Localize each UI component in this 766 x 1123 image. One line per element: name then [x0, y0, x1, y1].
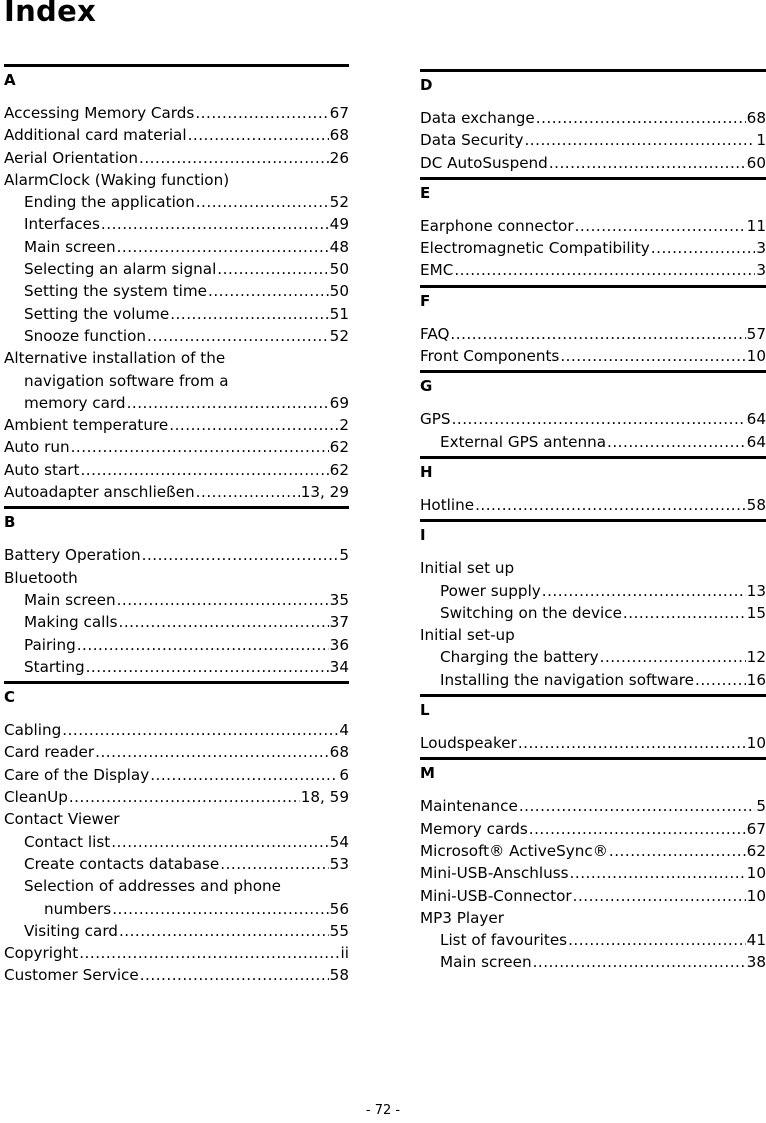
index-entry[interactable] [4, 764, 349, 786]
index-entry[interactable] [4, 942, 349, 964]
index-section-m [420, 757, 766, 976]
section-letter: G [420, 370, 766, 408]
index-entry[interactable] [420, 152, 766, 174]
page-number: - 72 - [365, 1103, 401, 1118]
index-subentry[interactable] [4, 303, 349, 325]
entry-page: 35 [329, 590, 349, 609]
index-subentry[interactable] [4, 213, 349, 235]
entry-term: MP3 Player [420, 908, 505, 927]
entry-term: Create contacts database [24, 854, 220, 873]
index-subentry[interactable] [4, 853, 349, 875]
entry-term: Setting the volume [24, 304, 170, 323]
entry-page: 10 [746, 886, 766, 905]
entry-term: Card reader [4, 743, 95, 762]
entry-page: 50 [329, 260, 349, 279]
index-subentry[interactable] [4, 236, 349, 258]
index-column-right [420, 69, 766, 977]
index-subentry[interactable] [420, 431, 766, 453]
entry-page: 58 [746, 495, 766, 514]
entry-page: 10 [746, 734, 766, 753]
entry-term: numbers [44, 899, 112, 918]
entry-term: Main screen [24, 590, 116, 609]
index-section-c [4, 681, 349, 990]
entry-term: EMC [420, 261, 454, 280]
index-entry[interactable] [420, 840, 766, 862]
index-entry [420, 557, 766, 579]
entry-term: Cabling [4, 721, 62, 740]
entry-page: 13 [746, 581, 766, 600]
entry-term: Autoadapter anschließen [4, 483, 195, 502]
entry-term: Snooze function [24, 326, 147, 345]
index-subentry[interactable] [4, 831, 349, 853]
index-entry[interactable] [4, 124, 349, 146]
entry-term: Auto start [4, 460, 80, 479]
entry-term: GPS [420, 410, 451, 429]
entry-page: 57 [746, 324, 766, 343]
entry-page: 34 [329, 657, 349, 676]
entry-term: FAQ [420, 324, 450, 343]
index-section-i [420, 519, 766, 694]
index-entry[interactable] [4, 147, 349, 169]
entry-term: Hotline [420, 495, 475, 514]
entry-term: Customer Service [4, 966, 139, 985]
entry-page: 10 [746, 347, 766, 366]
entry-term: Main screen [24, 237, 116, 256]
index-entry[interactable] [4, 964, 349, 986]
entry-term: Mini-USB-Connector [420, 886, 572, 905]
section-letter: M [420, 757, 766, 795]
index-entry [4, 347, 349, 369]
entry-term: Visiting card [24, 921, 118, 940]
entry-page: 51 [329, 304, 349, 323]
index-entry-continuation[interactable] [4, 898, 349, 920]
entry-page: 11 [746, 216, 766, 235]
entry-term: Mini-USB-Anschluss [420, 864, 569, 883]
entry-term: Earphone connector [420, 216, 574, 235]
entry-term: Starting [24, 657, 85, 676]
index-section-g [420, 370, 766, 456]
entry-term: navigation software from a [24, 371, 229, 390]
entry-page: 13, 29 [300, 483, 349, 502]
entry-page: 3 [756, 239, 766, 258]
entry-page: 67 [746, 819, 766, 838]
entry-term: Ending the application [24, 193, 195, 212]
page-title: Index [4, 0, 97, 28]
entry-term: Additional card material [4, 126, 187, 145]
index-entry[interactable] [420, 237, 766, 259]
index-entry [420, 907, 766, 929]
index-subentry[interactable] [4, 325, 349, 347]
entry-page: 49 [329, 215, 349, 234]
entry-term: Contact Viewer [4, 810, 120, 829]
entry-page: 37 [329, 613, 349, 632]
entry-term: Switching on the device [440, 603, 622, 622]
entry-page: 48 [329, 237, 349, 256]
entry-page: 38 [746, 953, 766, 972]
entry-page: 4 [339, 721, 349, 740]
entry-page: 15 [746, 603, 766, 622]
entry-term: Maintenance [420, 797, 518, 816]
entry-term: Front Components [420, 347, 560, 366]
entry-term: Bluetooth [4, 568, 78, 587]
index-subentry[interactable] [420, 669, 766, 691]
entry-page: 69 [329, 393, 349, 412]
entry-page: 67 [329, 104, 349, 122]
entry-page: 26 [329, 148, 349, 167]
section-letter: E [420, 177, 766, 215]
index-subentry[interactable] [420, 580, 766, 602]
index-entry-continuation[interactable] [4, 392, 349, 414]
index-entry [4, 169, 349, 191]
index-entry[interactable] [420, 818, 766, 840]
index-column-left [4, 64, 349, 990]
entry-page: 16 [746, 670, 766, 689]
entry-term: External GPS antenna [440, 432, 607, 451]
entry-term: Data exchange [420, 109, 535, 127]
index-subentry[interactable] [420, 646, 766, 668]
index-section-d [420, 69, 766, 177]
index-entry[interactable] [420, 345, 766, 367]
entry-page: 54 [329, 832, 349, 851]
entry-term: Initial set-up [420, 626, 515, 645]
section-letter: I [420, 519, 766, 557]
entry-page: 52 [329, 326, 349, 345]
index-entry[interactable] [420, 408, 766, 430]
entry-page: 52 [329, 193, 349, 212]
index-entry [4, 808, 349, 830]
entry-term: Main screen [440, 953, 532, 972]
entry-term: Interfaces [24, 215, 100, 234]
entry-page: 62 [329, 460, 349, 479]
entry-page: 55 [329, 921, 349, 940]
index-subentry[interactable] [4, 656, 349, 678]
index-entry[interactable] [4, 414, 349, 436]
entry-term: DC AutoSuspend [420, 153, 548, 172]
entry-page: 10 [746, 864, 766, 883]
index-subentry[interactable] [4, 258, 349, 280]
index-subentry[interactable] [4, 611, 349, 633]
index-entry[interactable] [420, 129, 766, 151]
entry-page: 2 [339, 416, 349, 435]
entry-term: Power supply [440, 581, 541, 600]
index-section-e [420, 177, 766, 285]
index-entry[interactable] [420, 107, 766, 129]
entry-term: Selecting an alarm signal [24, 260, 217, 279]
index-entry[interactable] [4, 459, 349, 481]
entry-page: 5 [756, 797, 766, 816]
section-letter: F [420, 285, 766, 323]
index-subentry[interactable] [4, 920, 349, 942]
index-entry[interactable] [4, 481, 349, 503]
index-entry[interactable] [420, 732, 766, 754]
entry-page: 1 [756, 131, 766, 150]
entry-page: 41 [746, 931, 766, 950]
index-entry[interactable] [420, 259, 766, 281]
entry-page: 50 [329, 282, 349, 301]
entry-term: Alternative installation of the [4, 349, 226, 368]
entry-page: 12 [746, 648, 766, 667]
entry-term: Pairing [24, 635, 76, 654]
index-entry[interactable] [420, 494, 766, 516]
entry-page: 18, 59 [300, 788, 349, 807]
index-entry-continuation [4, 370, 349, 392]
entry-page: 68 [746, 109, 766, 127]
entry-page: 64 [746, 410, 766, 429]
section-letter: L [420, 694, 766, 732]
entry-term: Making calls [24, 613, 118, 632]
entry-page: ii [340, 944, 349, 963]
index-subentry[interactable] [4, 191, 349, 213]
section-letter: C [4, 681, 349, 719]
entry-term: Accessing Memory Cards [4, 104, 195, 122]
entry-term: Ambient temperature [4, 416, 169, 435]
entry-term: Setting the system time [24, 282, 208, 301]
entry-term: Initial set up [420, 559, 515, 578]
index-section-l [420, 694, 766, 757]
index-entry[interactable] [4, 786, 349, 808]
entry-term: Selection of addresses and phone [24, 877, 281, 896]
index-section-b [4, 506, 349, 681]
entry-term: Data Security [420, 131, 524, 150]
entry-page: 64 [746, 432, 766, 451]
index-subentry[interactable] [4, 589, 349, 611]
entry-term: List of favourites [440, 931, 568, 950]
entry-term: Aerial Orientation [4, 148, 139, 167]
entry-page: 3 [756, 261, 766, 280]
index-subentry[interactable] [4, 280, 349, 302]
entry-page: 68 [329, 126, 349, 145]
entry-term: Care of the Display [4, 765, 150, 784]
index-subentry[interactable] [4, 634, 349, 656]
index-entry[interactable] [420, 862, 766, 884]
index-entry [420, 624, 766, 646]
index-entry[interactable] [4, 544, 349, 566]
entry-term: Auto run [4, 438, 70, 457]
entry-term: Loudspeaker [420, 734, 517, 753]
section-letter: D [420, 69, 766, 107]
index-subentry [4, 875, 349, 897]
entry-page: 56 [329, 899, 349, 918]
index-entry [4, 567, 349, 589]
entry-page: 6 [339, 765, 349, 784]
entry-term: Memory cards [420, 819, 528, 838]
index-section-f [420, 285, 766, 371]
index-entry[interactable] [420, 795, 766, 817]
index-entry[interactable] [420, 885, 766, 907]
section-letter: B [4, 506, 349, 544]
entry-page: 68 [329, 743, 349, 762]
entry-term: Installing the navigation software [440, 670, 695, 689]
entry-page: 62 [746, 841, 766, 860]
entry-term: Microsoft® ActiveSync® [420, 841, 608, 860]
index-entry[interactable] [420, 215, 766, 237]
entry-term: Battery Operation [4, 546, 141, 565]
index-entry[interactable] [4, 102, 349, 124]
entry-term: Electromagnetic Compatibility [420, 239, 650, 258]
entry-page: 53 [329, 854, 349, 873]
entry-page: 60 [746, 153, 766, 172]
entry-page: 62 [329, 438, 349, 457]
entry-page: 5 [339, 546, 349, 565]
index-entry[interactable] [4, 719, 349, 741]
entry-page: 36 [329, 635, 349, 654]
entry-term: CleanUp [4, 788, 68, 807]
entry-page: 58 [329, 966, 349, 985]
entry-term: Contact list [24, 832, 111, 851]
index-section-a [4, 64, 349, 506]
entry-term: AlarmClock (Waking function) [4, 170, 230, 189]
entry-term: memory card [24, 393, 126, 412]
index-entry[interactable] [4, 741, 349, 763]
section-letter: A [4, 64, 349, 102]
index-entry[interactable] [4, 436, 349, 458]
index-subentry[interactable] [420, 602, 766, 624]
index-section-h [420, 456, 766, 519]
index-subentry[interactable] [420, 929, 766, 951]
entry-term: Copyright [4, 944, 79, 963]
section-letter: H [420, 456, 766, 494]
entry-term: Charging the battery [440, 648, 599, 667]
index-entry[interactable] [420, 323, 766, 345]
index-subentry[interactable] [420, 951, 766, 973]
